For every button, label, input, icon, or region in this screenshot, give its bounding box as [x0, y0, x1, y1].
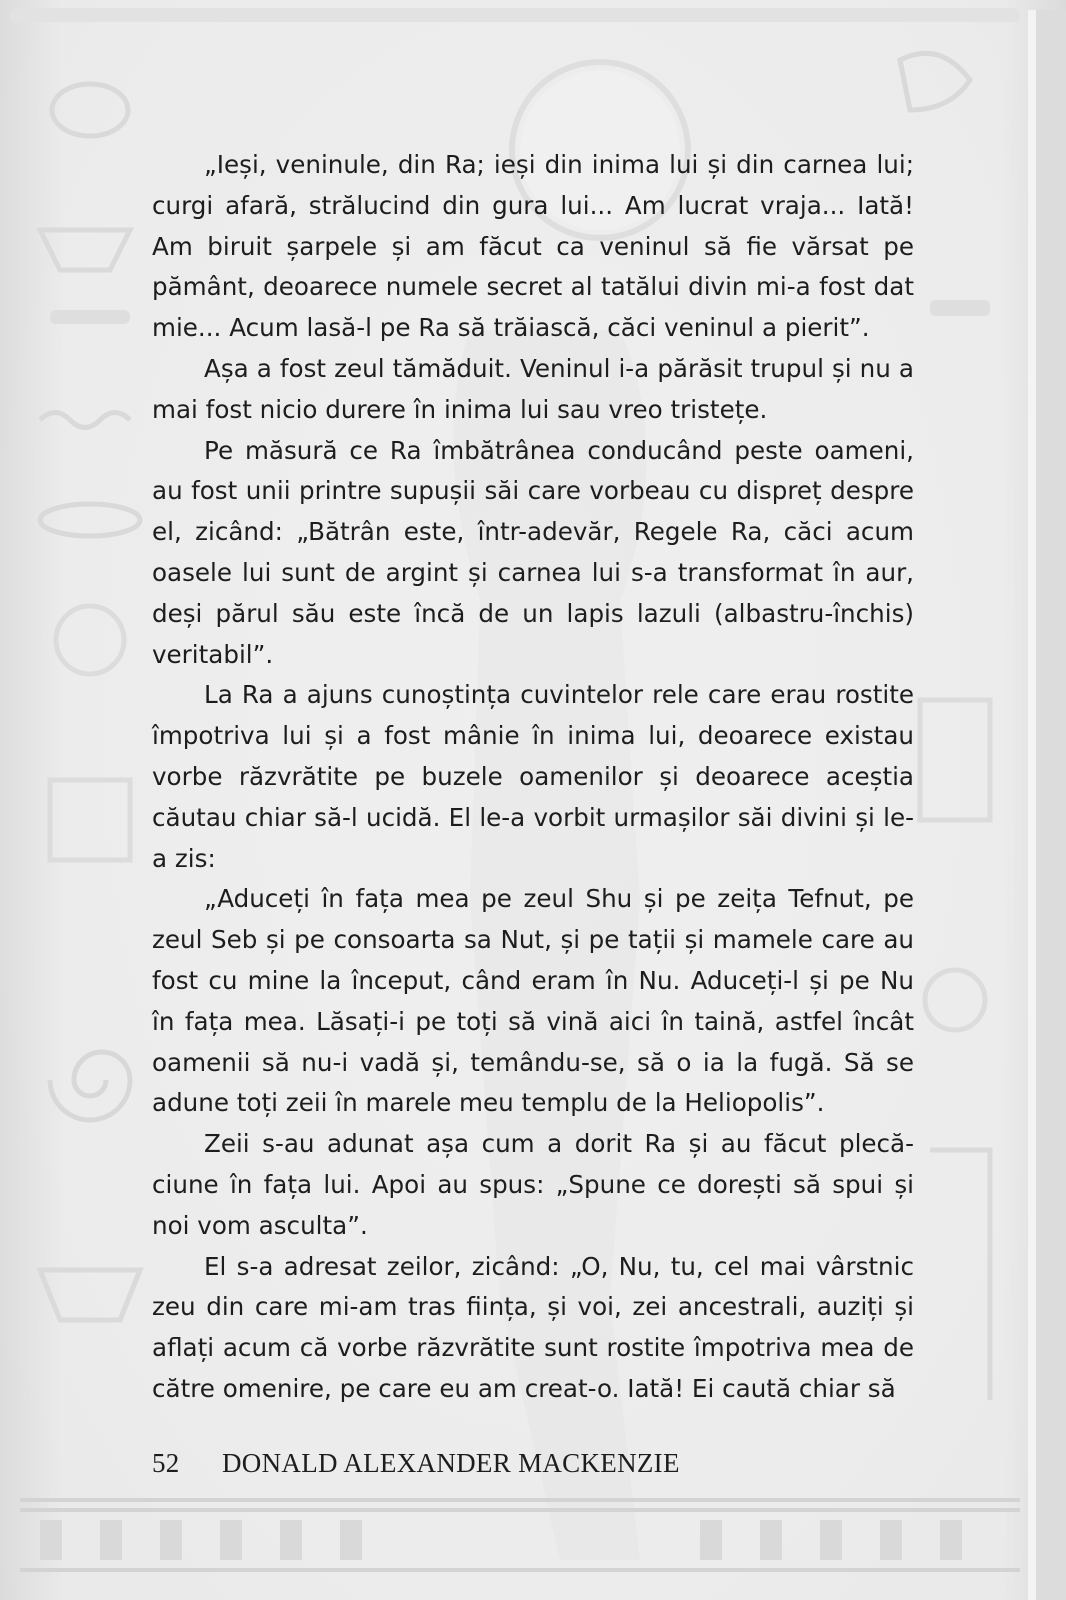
paragraph: „Ieși, veninule, din Ra; ieși din inima lui și din carnea lui; curgi afară, strălucind din gura lui... Am lucrat vraja... Iată! Am biruit șarpele și am făcut ca veninul să fie vărsat pe pământ, deoarece numele secret al tatălui divin mi-a fost dat mie... Acum lasă-l pe Ra să trăiască, căci veninul a pierit”.: [152, 150, 914, 343]
paragraph: Așa a fost zeul tămăduit. Veninul i-a părăsit trupul și nu a mai fost nicio durere în inima lui sau vreo tristețe.: [152, 353, 914, 424]
paragraph: Pe măsură ce Ra îmbătrânea conducând peste oameni, au fost unii printre supușii săi care vorbeau cu dispreț despre el, zicând: „Bătrân este, într-adevăr, Regele Ra, căci acum oasele lui sunt de argint și carnea lui s-a transformat în aur, deși părul său este încă de un lapis lazuli (albastru-închis) veritabil”.: [152, 435, 914, 669]
body-text: [152, 145, 914, 1410]
paragraph: „Aduceți în fața mea pe zeul Shu și pe zeița Tefnut, pe zeul Seb și pe consoarta sa Nut, și pe tații și mamele care au fost cu mine la început, când eram în Nu. Aduceți-l și pe Nu în fața mea. Lăsați-i pe toți să vină aici în taină, astfel încât oamenii să nu-i vadă și, temându-se, să o ia la fugă. Să se adune toți zeii în marele meu templu de la Heliopolis”.: [152, 884, 914, 1118]
page-footer: [152, 1448, 680, 1479]
paragraph: El s-a adresat zeilor, zicând: „O, Nu, tu, cel mai vârstnic zeu din care mi-am tras ființa, și voi, zei ancestrali, auziți și aflați acum că vorbe răzvrătite sunt rostite împotriva mea de către omenire, pe care eu am creat-o. Iată! Ei caută chiar să: [152, 1251, 914, 1403]
running-title: DONALD ALEXANDER MACKENZIE: [222, 1448, 680, 1478]
paragraph: La Ra a ajuns cunoștința cuvintelor rele care erau rostite împotriva lui și a fost mânie în inima lui, deoarece existau vorbe răzvrătite pe buzele oamenilor și deoarece aceștia căutau chiar să-l ucidă. El le-a vorbit urmașilor săi divini și le-a zis:: [152, 680, 914, 873]
paragraph: Zeii s-au adunat așa cum a dorit Ra și au făcut plecăciune în fața lui. Apoi au spus: „Spune ce dorești să spui și noi vom asculta”.: [152, 1129, 914, 1240]
page-number: 52: [152, 1448, 180, 1478]
